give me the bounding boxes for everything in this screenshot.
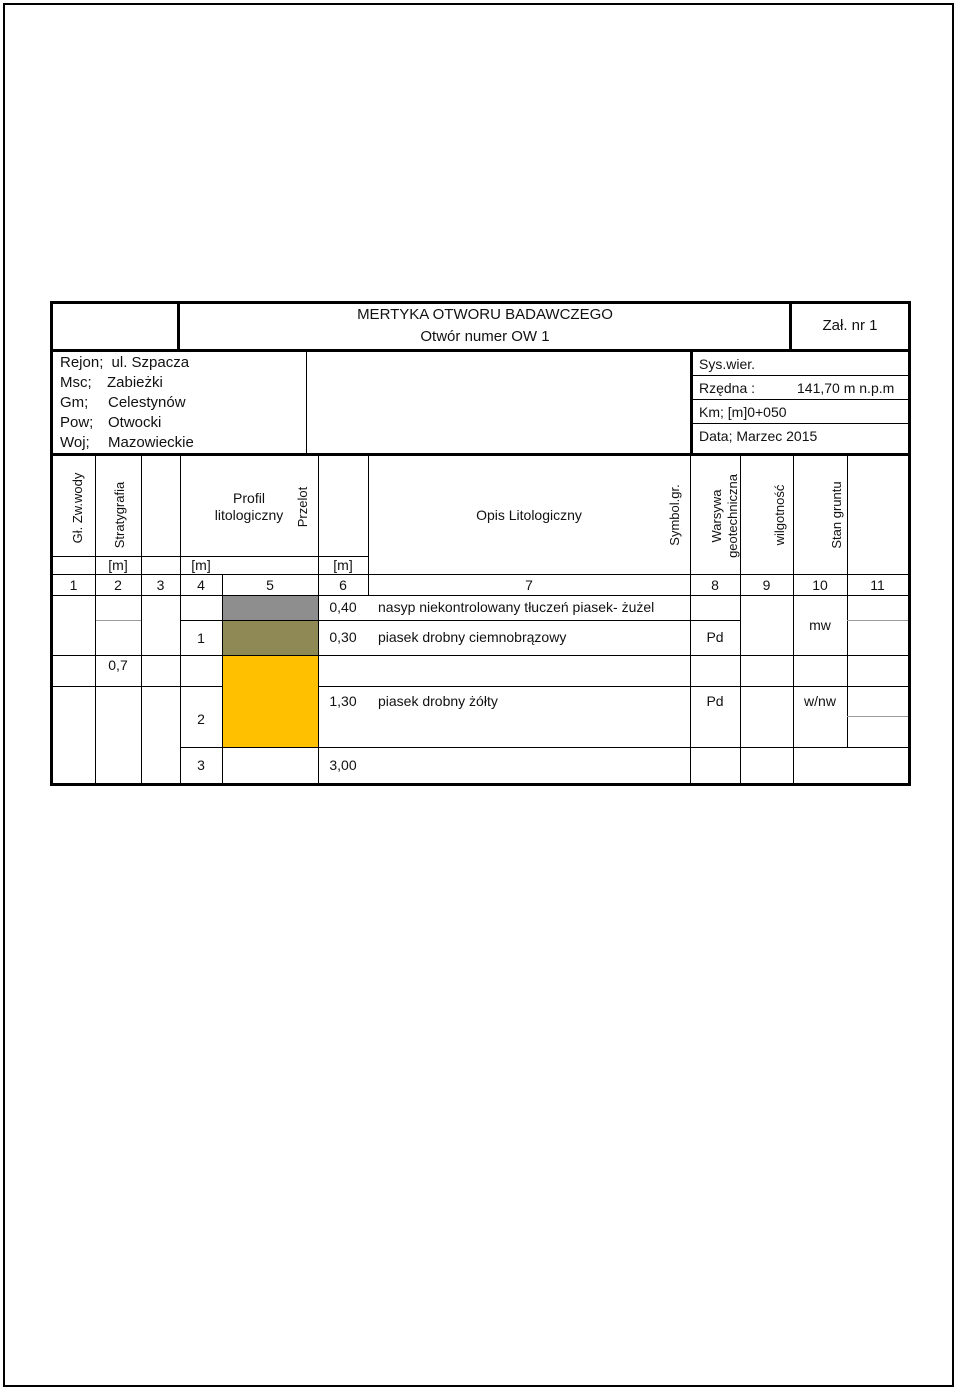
region-label: Rejon; — [60, 354, 104, 371]
layer-fill-fill-material — [223, 596, 318, 620]
date-value: Data; Marzec 2015 — [699, 428, 818, 444]
header-layer-line1: Warsywa — [709, 489, 724, 543]
drilling-system: Sys.wier. — [699, 356, 756, 372]
location-row-district — [60, 414, 190, 432]
layer-number: 1 — [197, 630, 205, 646]
layer-fill-yellow-sand — [223, 656, 318, 747]
col-number-8: 8 — [711, 577, 719, 593]
commune-label: Gm; — [60, 394, 89, 411]
location-row-region — [60, 354, 189, 372]
water-level: 0,7 — [108, 657, 128, 673]
layer-symbol: Pd — [706, 629, 724, 645]
layer-interval: 1,30 — [329, 693, 357, 709]
layer-description: nasyp niekontrolowany tłuczeń piasek- żużel — [378, 599, 655, 615]
header-water-depth: Gł. Zw.wody — [70, 472, 85, 544]
col-number-7: 7 — [525, 577, 533, 593]
layer-moisture: w/nw — [804, 693, 836, 709]
document-title: MERTYKA OTWORU BADAWCZEGO — [357, 306, 613, 323]
layer-moisture: mw — [809, 617, 831, 633]
layer-number: 3 — [197, 757, 205, 773]
header-stratigraphy: Stratygrafia — [112, 481, 127, 549]
col-number-6: 6 — [339, 577, 347, 593]
col-number-4: 4 — [197, 577, 205, 593]
unit-profile: [m] — [191, 557, 211, 573]
layer-description: piasek drobny ciemnobrązowy — [378, 629, 567, 645]
location-row-commune — [60, 394, 190, 412]
header-layer-line2: geotechniczna — [725, 474, 740, 558]
layer-symbol: Pd — [706, 693, 724, 709]
layer-number: 2 — [197, 711, 205, 727]
layer-interval: 0,30 — [329, 629, 357, 645]
attachment-number: Zał. nr 1 — [822, 317, 878, 334]
header-profile-line1: Profil — [233, 490, 265, 506]
header-symbol: Symbol.gr. — [667, 484, 682, 546]
header-interval: Przelot — [295, 486, 310, 528]
unit-water-depth: [m] — [108, 557, 128, 573]
col-number-2: 2 — [114, 577, 122, 593]
header-geotechnical-layer — [709, 446, 743, 586]
header-description: Opis Litologiczny — [476, 507, 582, 523]
locality-label: Msc; — [60, 374, 92, 391]
district-label: Pow; — [60, 414, 94, 431]
col-number-3: 3 — [156, 577, 165, 593]
header-moisture: wilgotność — [772, 484, 787, 546]
col-number-9: 9 — [762, 577, 771, 593]
layer-interval: 0,40 — [329, 599, 357, 615]
layer-fill-dark-sand — [223, 621, 318, 655]
elevation-value: 141,70 m n.p.m — [797, 380, 895, 396]
header-profile-line2: litologiczny — [214, 507, 284, 523]
district-value: Otwocki — [108, 414, 162, 431]
km-value: Km; [m]0+050 — [699, 404, 787, 420]
voivodeship-label: Woj; — [60, 434, 90, 451]
location-row-locality — [60, 374, 190, 392]
unit-interval: [m] — [333, 557, 353, 573]
col-number-1: 1 — [69, 577, 78, 593]
document-subtitle: Otwór numer OW 1 — [420, 328, 550, 345]
commune-value: Celestynów — [108, 394, 186, 411]
elevation-label: Rzędna : — [699, 380, 756, 396]
voivodeship-value: Mazowieckie — [108, 434, 194, 451]
col-number-10: 10 — [812, 577, 828, 593]
header-soil-state: Stan gruntu — [829, 481, 844, 549]
col-number-5: 5 — [266, 577, 274, 593]
layer-interval: 3,00 — [329, 757, 357, 773]
col-number-11: 11 — [870, 577, 885, 593]
layer-description: piasek drobny żółty — [378, 693, 498, 709]
region-value: ul. Szpacza — [111, 354, 190, 371]
locality-value: Zabieżki — [107, 374, 163, 391]
